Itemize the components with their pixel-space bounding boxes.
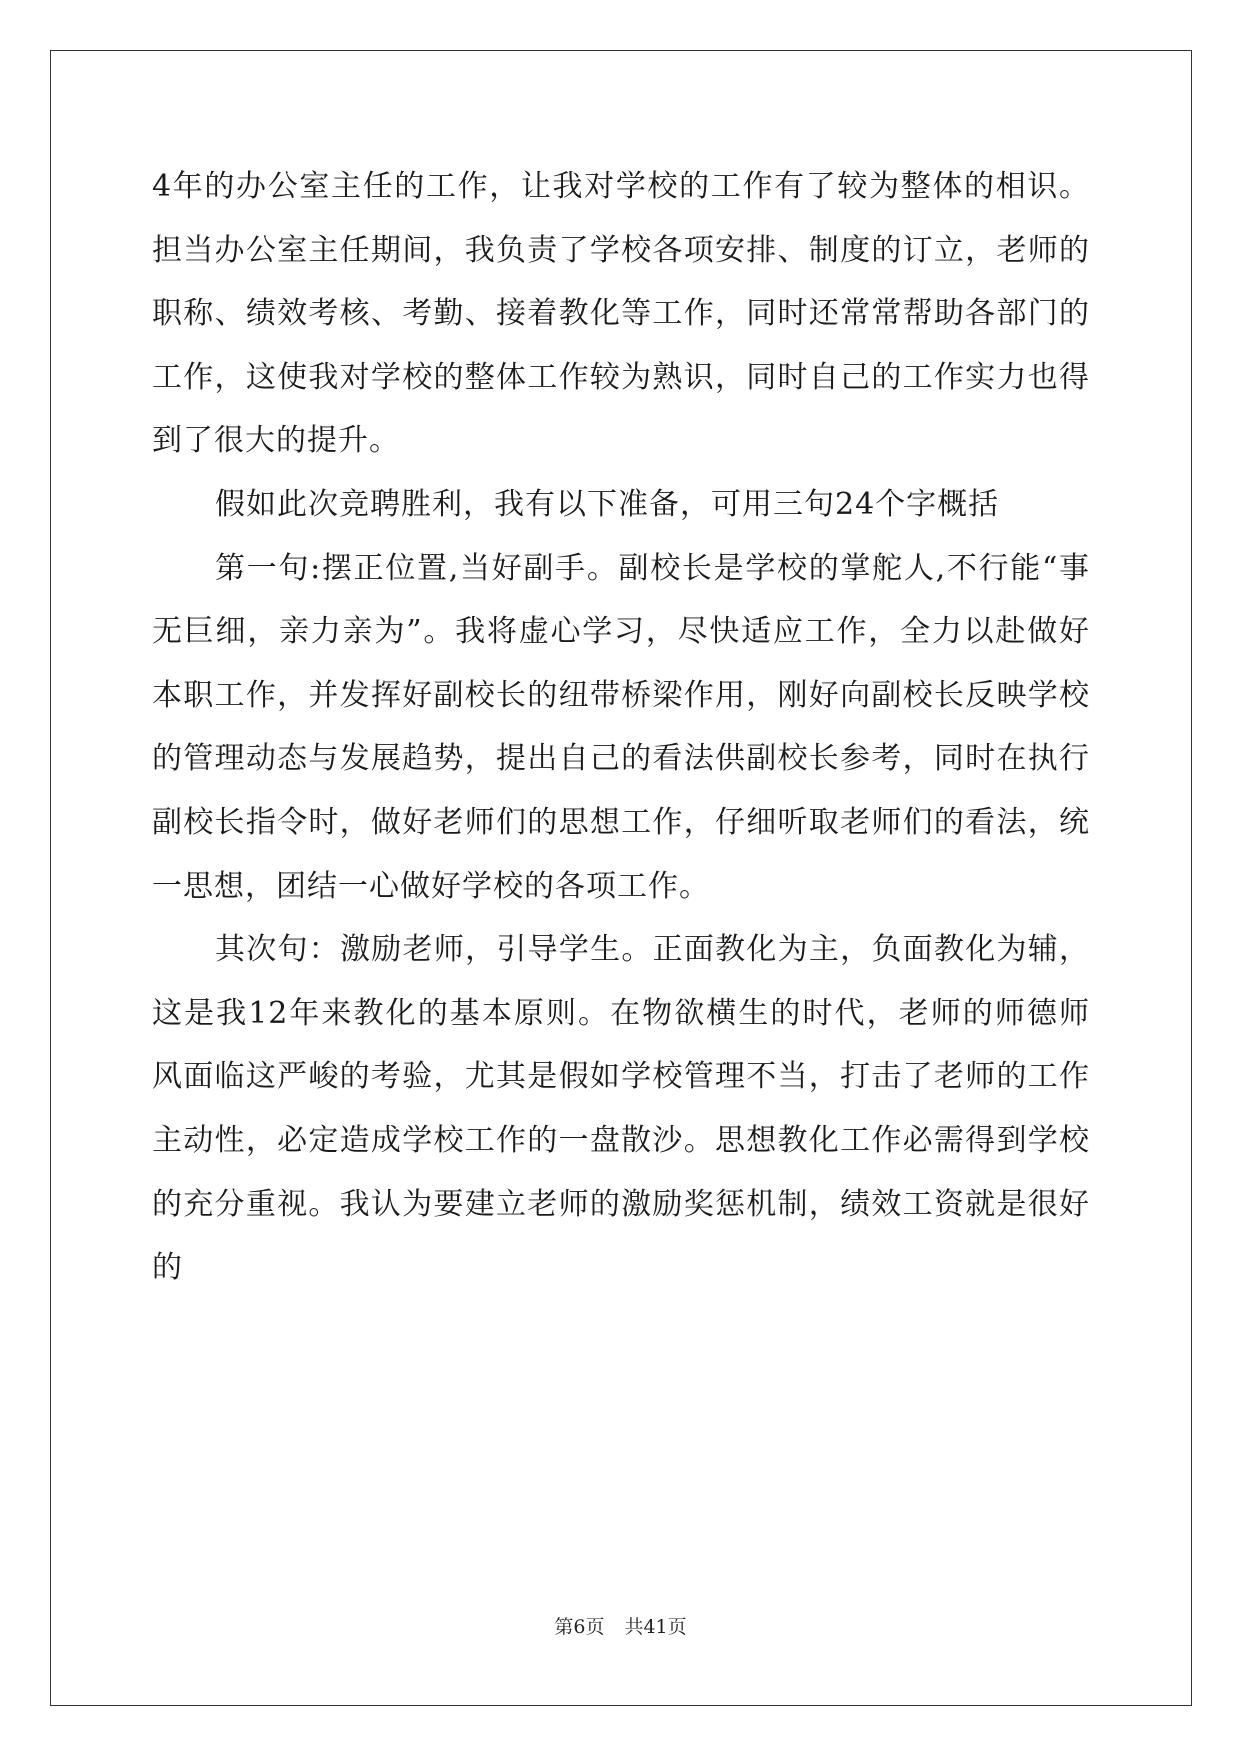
paragraph-office-director-experience: 4年的办公室主任的工作，让我对学校的工作有了较为整体的相识。担当办公室主任期间，我负责了学校各项安排、制度的订立，老师的职称、绩效考核、考勤、接着教化等工作，同时还常常帮助各部门的工作，这使我对学校的整体工作较为熟识，同时自己的工作实力也得到了很大的提升。	[152, 169, 1090, 459]
paragraph-second-sentence: 其次句：激励老师，引导学生。正面教化为主，负面教化为辅，这是我12年来教化的基本原则。在物欲横生的时代，老师的师德师风面临这严峻的考验，尤其是假如学校管理不当，打击了老师的工作主动性，必定造成学校工作的一盘散沙。思想教化工作必需得到学校的充分重视。我认为要建立老师的激励奖惩机制，绩效工资就是很好的	[152, 932, 1090, 1286]
page-number-current: 第6页	[554, 1616, 605, 1638]
paragraph-first-sentence: 第一句:摆正位置,当好副手。副校长是学校的掌舵人,不行能“事无巨细，亲力亲为”。我将虚心学习，尽快适应工作，全力以赴做好本职工作，并发挥好副校长的纽带桥梁作用，刚好向副校长反映学校的管理动态与发展趋势，提出自己的看法供副校长参考，同时在执行副校长指令时，做好老师们的思想工作，仔细听取老师们的看法，统一思想，团结一心做好学校的各项工作。	[152, 550, 1090, 904]
page-footer	[0, 1612, 1241, 1639]
page-number-total: 共41页	[624, 1616, 687, 1638]
document-body	[152, 155, 1090, 1300]
paragraph-plan-intro: 假如此次竞聘胜利，我有以下准备，可用三句24个字概括	[215, 486, 1000, 522]
